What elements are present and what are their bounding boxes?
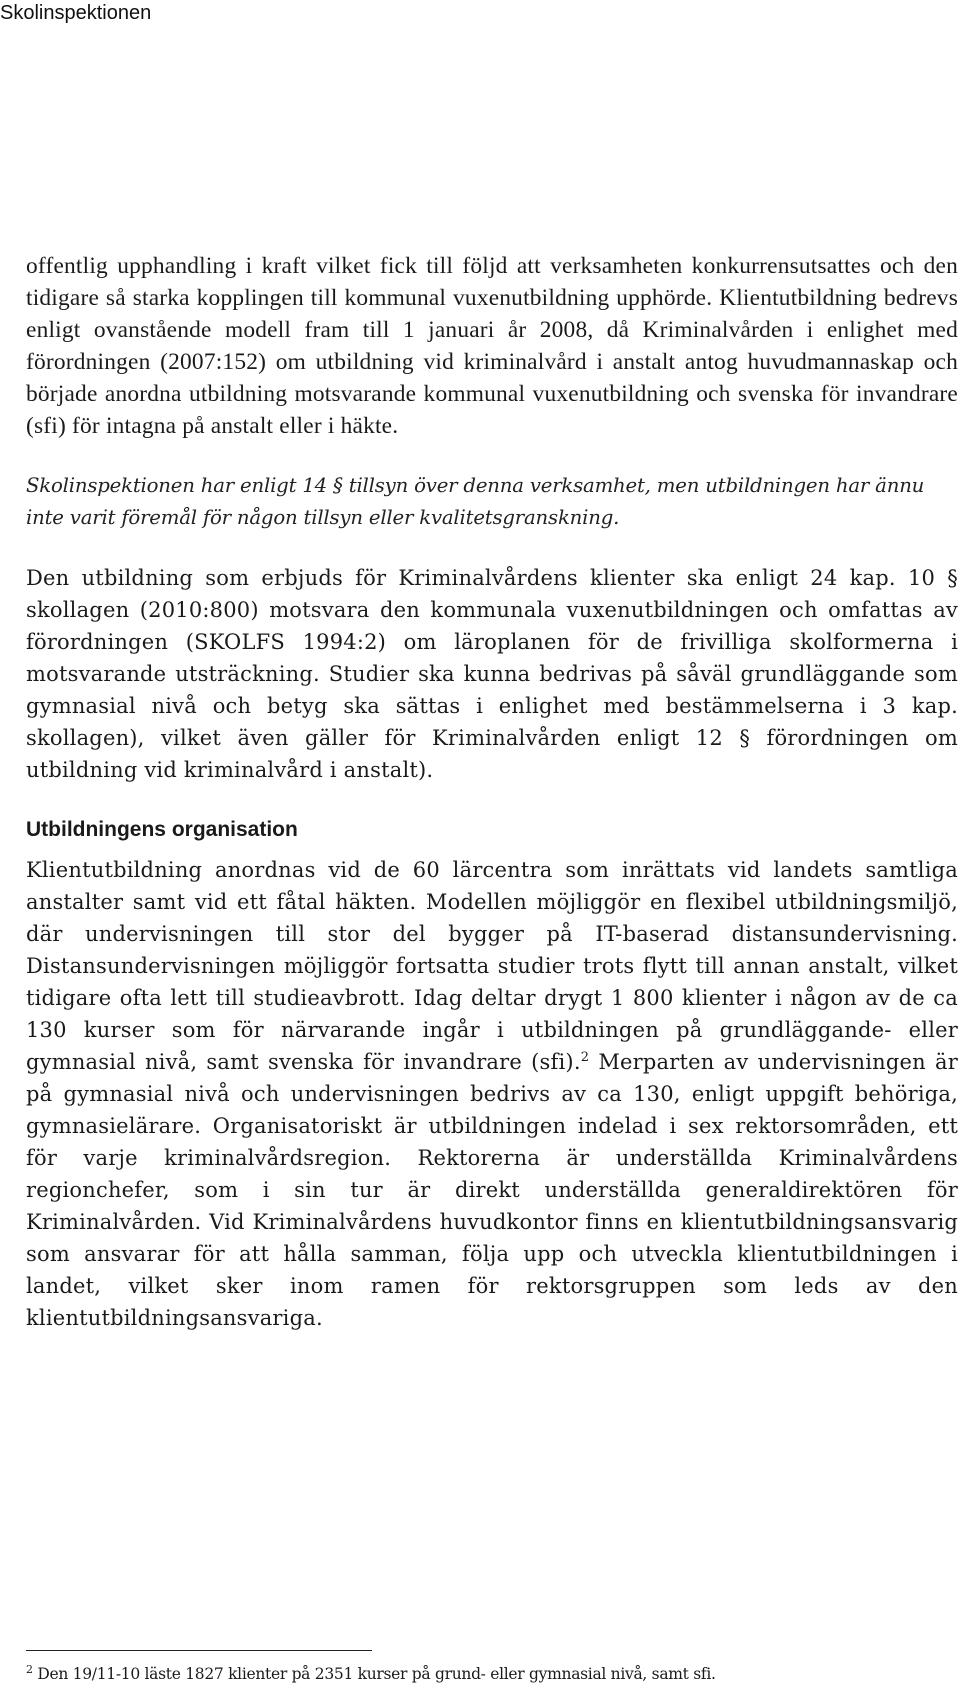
paragraph-2-italic: Skolinspektionen har enligt 14 § tillsyn över denna verksamhet, men utbildningen har ännu inte varit föremål för någon tillsyn eller kvalitetsgranskning.: [26, 474, 925, 529]
paragraph-1: offentlig upphandling i kraft vilket fick till följd att verksamheten konkurrensutsattes och den tidigare så starka kopplingen till kommunal vuxenutbildning upphörde. Klientutbildning bedrevs enligt ovanstående modell fram till 1 januari år 2008, då Kriminalvården i enlighet med förordningen (2007:152) om utbildning vid kriminalvård i anstalt antog huvudmannaskap och började anordna utbildning motsvarande kommunal vuxenutbildning och svenska för invandrare (sfi) för intagna på anstalt eller i häkte.: [26, 253, 958, 439]
paragraph-3: Den utbildning som erbjuds för Kriminalvårdens klienter ska enligt 24 kap. 10 § skollagen (2010:800) motsvara den kommunala vuxenutbildningen och omfattas av förordningen (SKOLFS 1994:2) om läroplanen för de frivilliga skolformerna i motsvarande utsträckning. Studier ska kunna bedrivas på såväl grundläggande som gymnasial nivå och betyg ska sättas i enlighet med bestämmelserna i 3 kap. skollagen), vilket även gäller för Kriminalvården enligt 12 § förordningen om utbildning vid kriminalvård i anstalt).: [26, 566, 958, 782]
section-heading: Utbildningens organisation: [26, 818, 298, 841]
footnote-divider: [26, 1650, 372, 1651]
footnote: [26, 1664, 716, 1684]
footnote-reference[interactable]: 2: [580, 1050, 590, 1065]
page-header: Skolinspektionen: [0, 2, 152, 24]
document-body: [26, 250, 958, 1334]
footnote-text: Den 19/11-10 läste 1827 klienter på 2351 kurser på grund- eller gymnasial nivå, samt sfi.: [37, 1665, 716, 1683]
paragraph-4-part-2: Merparten av undervisningen är på gymnasial nivå och undervisningen bedrivs av ca 130, enligt uppgift behöriga, gymnasielärare. Organisatoriskt är utbildningen indelad i sex rektorsområden, ett för varje kriminalvårdsregion. Rektorerna är underställda Kriminalvårdens regionchefer, som i sin tur är direkt underställda generaldirektören för Kriminalvården. Vid Kriminalvårdens huvudkontor finns en klientutbildningsansvarig som ansvarar för att hålla samman, följa upp och utveckla klientutbildningen i landet, vilket sker inom ramen för rektorsgruppen som leds av den klientutbildningsansvariga.: [26, 1050, 958, 1330]
footnote-number: 2: [26, 1662, 33, 1676]
paragraph-4: [26, 854, 958, 1334]
paragraph-4-part-1: Klientutbildning anordnas vid de 60 lärcentra som inrättats vid landets samtliga anstalter samt vid ett fåtal häkten. Modellen möjliggör en flexibel utbildningsmiljö, där undervisningen till stor del bygger på IT-baserad distansundervisning. Distansundervisningen möjliggör fortsatta studier trots flytt till annan anstalt, vilket tidigare ofta lett till studieavbrott. Idag deltar drygt 1 800 klienter i någon av de ca 130 kurser som för närvarande ingår i utbildningen på grundläggande- eller gymnasial nivå, samt svenska för invandrare (sfi).: [26, 858, 958, 1074]
